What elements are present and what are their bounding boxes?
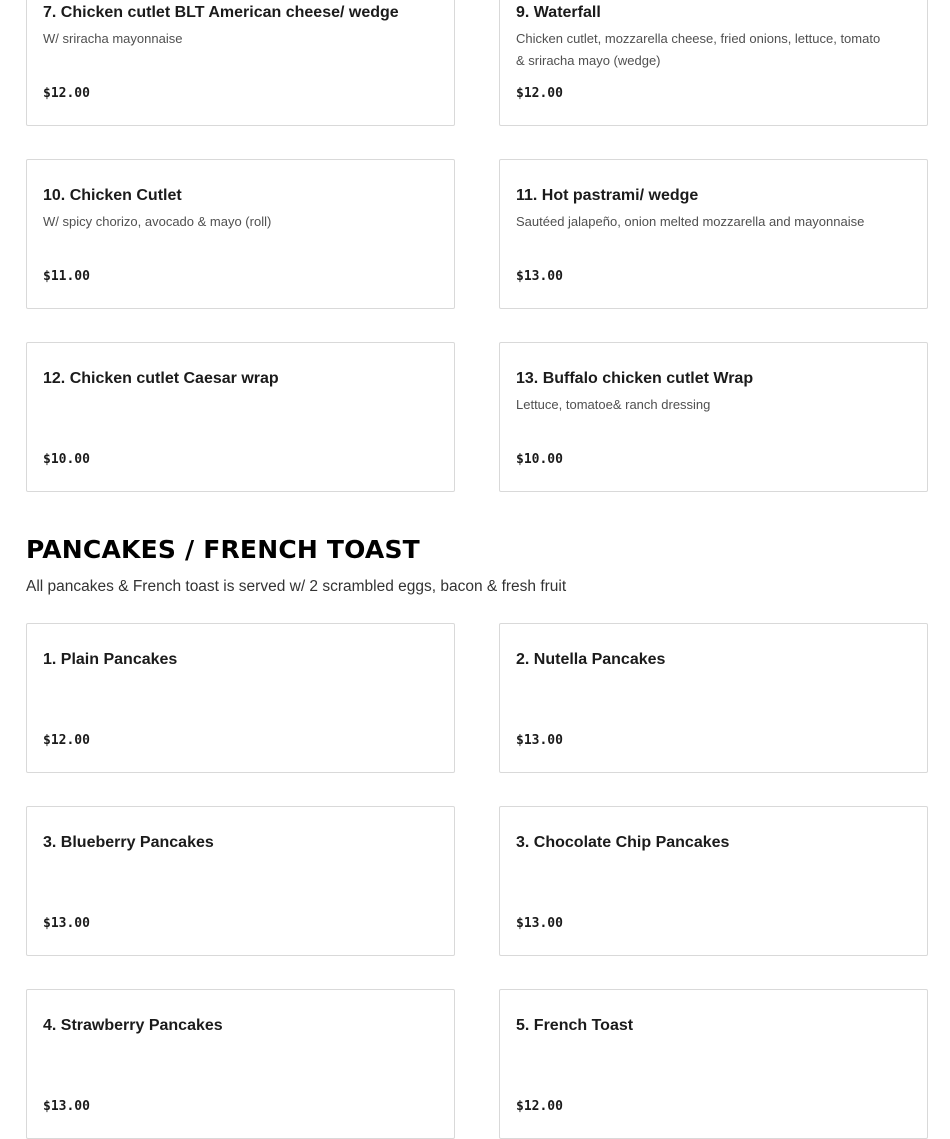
section-description: All pancakes & French toast is served w/ 2 scrambled eggs, bacon & fresh fruit <box>26 578 567 595</box>
menu-item-price: $12.00 <box>43 733 90 748</box>
menu-item-name: 1. Plain Pancakes <box>43 651 178 668</box>
menu-item-card[interactable] <box>499 159 928 309</box>
menu-item-name: 4. Strawberry Pancakes <box>43 1017 223 1034</box>
menu-item-price: $12.00 <box>43 86 90 101</box>
menu-item-name: 12. Chicken cutlet Caesar wrap <box>43 370 279 387</box>
menu-item-price: $10.00 <box>516 452 563 467</box>
pancakes-section-header <box>26 534 950 598</box>
menu-item-price: $13.00 <box>516 916 563 931</box>
menu-item-description: Sautéed jalapeño, onion melted mozzarella and mayonnaise <box>516 214 865 229</box>
menu-item-price: $12.00 <box>516 86 563 101</box>
menu-item-name: 3. Chocolate Chip Pancakes <box>516 834 730 851</box>
menu-item-price: $13.00 <box>43 1099 90 1114</box>
menu-item-card[interactable] <box>499 342 928 492</box>
menu-item-description: Chicken cutlet, mozzarella cheese, fried onions, lettuce, tomato & sriracha mayo (wedge) <box>516 31 881 68</box>
menu-item-price: $13.00 <box>516 269 563 284</box>
menu-item-description: W/ spicy chorizo, avocado & mayo (roll) <box>43 214 272 229</box>
menu-item-price: $13.00 <box>43 916 90 931</box>
menu-item-card[interactable] <box>26 159 455 309</box>
menu-item-card[interactable] <box>26 806 455 956</box>
menu-item-name: 9. Waterfall <box>516 4 601 21</box>
menu-item-price: $13.00 <box>516 733 563 748</box>
sandwiches-grid <box>26 0 928 492</box>
menu-item-card[interactable] <box>499 806 928 956</box>
menu-item-price: $10.00 <box>43 452 90 467</box>
menu-item-description: W/ sriracha mayonnaise <box>43 31 183 46</box>
menu-item-card[interactable] <box>26 342 455 492</box>
menu-item-name: 11. Hot pastrami/ wedge <box>516 187 699 204</box>
menu-item-name: 2. Nutella Pancakes <box>516 651 666 668</box>
menu-item-name: 10. Chicken Cutlet <box>43 187 182 204</box>
section-title: PANCAKES / FRENCH TOAST <box>26 535 420 564</box>
menu-item-card[interactable] <box>499 989 928 1139</box>
menu-item-name: 3. Blueberry Pancakes <box>43 834 214 851</box>
menu-item-card[interactable] <box>26 623 455 773</box>
menu-item-description: Lettuce, tomatoe& ranch dressing <box>516 397 711 412</box>
menu-item-name: 5. French Toast <box>516 1017 634 1034</box>
menu-item-card[interactable] <box>26 0 455 126</box>
menu-item-name: 13. Buffalo chicken cutlet Wrap <box>516 370 754 387</box>
menu-item-name: 7. Chicken cutlet BLT American cheese/ wedge <box>43 4 399 21</box>
menu-item-card[interactable] <box>26 989 455 1139</box>
menu-item-price: $12.00 <box>516 1099 563 1114</box>
menu-item-card[interactable] <box>499 0 928 126</box>
pancakes-grid <box>26 623 928 1139</box>
menu-item-price: $11.00 <box>43 269 90 284</box>
menu-item-card[interactable] <box>499 623 928 773</box>
